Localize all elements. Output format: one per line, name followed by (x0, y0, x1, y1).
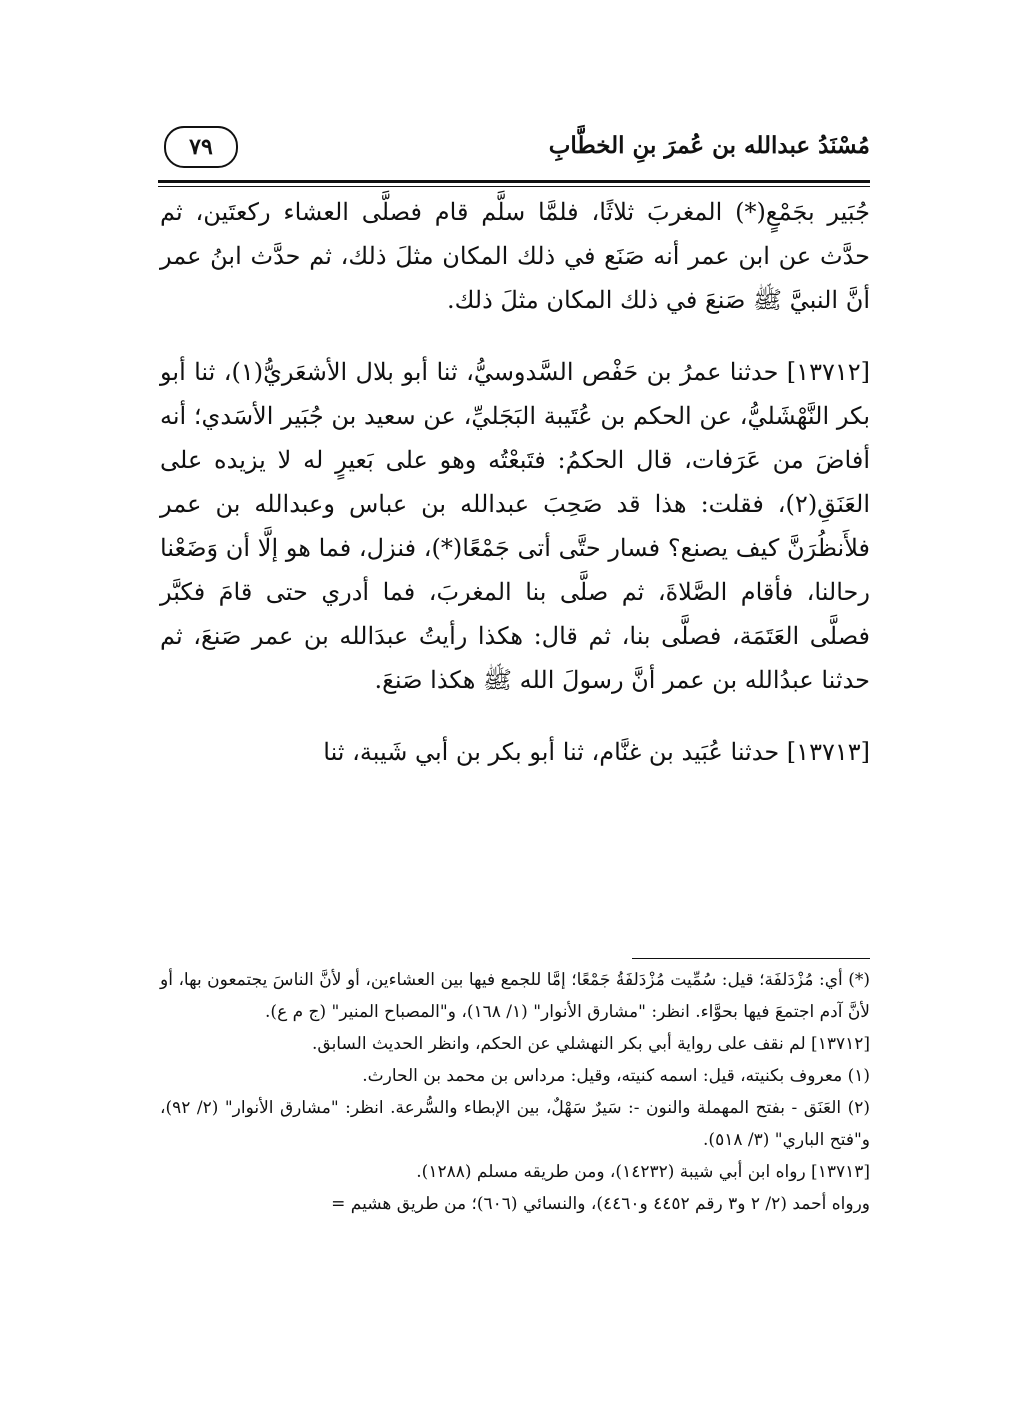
footnote-1: (١) معروف بكنيته، قيل: اسمه كنيته، وقيل: مرداس بن محمد بن الحارث. (362, 1066, 870, 1086)
footnote-2: (٢) العَنَق - بفتح المهملة والنون -: سَيرٌ سَهْلٌ، بين الإبطاء والسُّرعة. انظر: "مشارق الأنوار" (٢/ ٩٢)، و"فتح الباري" (٣/ ٥١٨). (160, 1098, 870, 1150)
hadith-13712: [١٣٧١٢] حدثنا عمرُ بن حَفْص السَّدوسيُّ، ثنا أبو بلال الأشعَريُّ(١)، ثنا أبو بكر النَّهْشَليُّ، عن الحكم بن عُتَيبة البَجَليِّ، عن سعيد بن جُبَير الأسَدي؛ أنه أفاضَ من عَرَفات، قال الحكمُ: فتَبعْتُه وهو على بَعيرٍ له لا يزيده على العَنَقِ(٢)، فقلت: هذا قد صَحِبَ عبدالله بن عباس وعبدالله بن عمر فلأَنظُرَنَّ كيف يصنع؟ فسار حتَّى أتى جَمْعًا(*)، فنزل، فما هو إلَّا أن وَضَعْنا رحالنا، فأقام الصَّلاةَ، ثم صلَّى بنا المغربَ، فما أدري حتى قامَ فكبَّر فصلَّى العَتَمَة، فصلَّى بنا، ثم قال: هكذا رأيتُ عبدَالله بن عمر صَنعَ، ثم حدثنا عبدُالله بن عمر أنَّ رسولَ الله ﷺ هكذا صَنعَ. (160, 358, 870, 694)
footnote-separator (632, 958, 870, 959)
page-header (158, 118, 870, 178)
footnote-star: (*) أي: مُزْدَلفَة؛ قيل: سُمِّيت مُزْدَلفَةُ جَمْعًا؛ إمَّا للجمع فيها بين العشاءين، أو لأنَّ الناسَ يجتمعون بها، أو لأنَّ آدم اجتمعَ فيها بحوَّاء. انظر: "مشارق الأنوار" (١/ ١٦٨)، و"المصباح المنير" (ج م ع). (160, 970, 870, 1022)
running-title: مُسْنَدُ عبدالله بن عُمرَ بنِ الخطَّابِ (548, 132, 870, 159)
header-rule-thick (158, 180, 870, 183)
footnote-13712: [١٣٧١٢] لم نقف على رواية أبي بكر النهشلي عن الحكم، وانظر الحديث السابق. (311, 1034, 870, 1054)
main-text (160, 190, 870, 774)
hadith-13713: [١٣٧١٣] حدثنا عُبَيد بن غنَّام، ثنا أبو بكر بن أبي شَيبة، ثنا (323, 738, 870, 766)
paragraph-continuation: جُبَير بجَمْعٍ(*) المغربَ ثلاثًا، فلمَّا سلَّم قام فصلَّى العشاء ركعتَين، ثم حدَّث عن ابن عمر أنه صَنَع في ذلك المكان مثلَ ذلك، ثم حدَّث ابنُ عمر أنَّ النبيَّ ﷺ صَنعَ في ذلك المكان مثلَ ذلك. (160, 198, 870, 314)
footnote-13713-continued: ورواه أحمد (٢/ ٢ و٣ رقم ٤٤٥٢ و٤٤٦٠)، والنسائي (٦٠٦)؛ من طريق هشيم = (331, 1194, 870, 1214)
footnotes (160, 964, 870, 1220)
header-rule-thin (158, 186, 870, 187)
footnote-13713: [١٣٧١٣] رواه ابن أبي شيبة (١٤٢٣٢)، ومن طريقه مسلم (١٢٨٨). (416, 1162, 870, 1182)
page-number-badge: ٧٩ (164, 126, 238, 168)
